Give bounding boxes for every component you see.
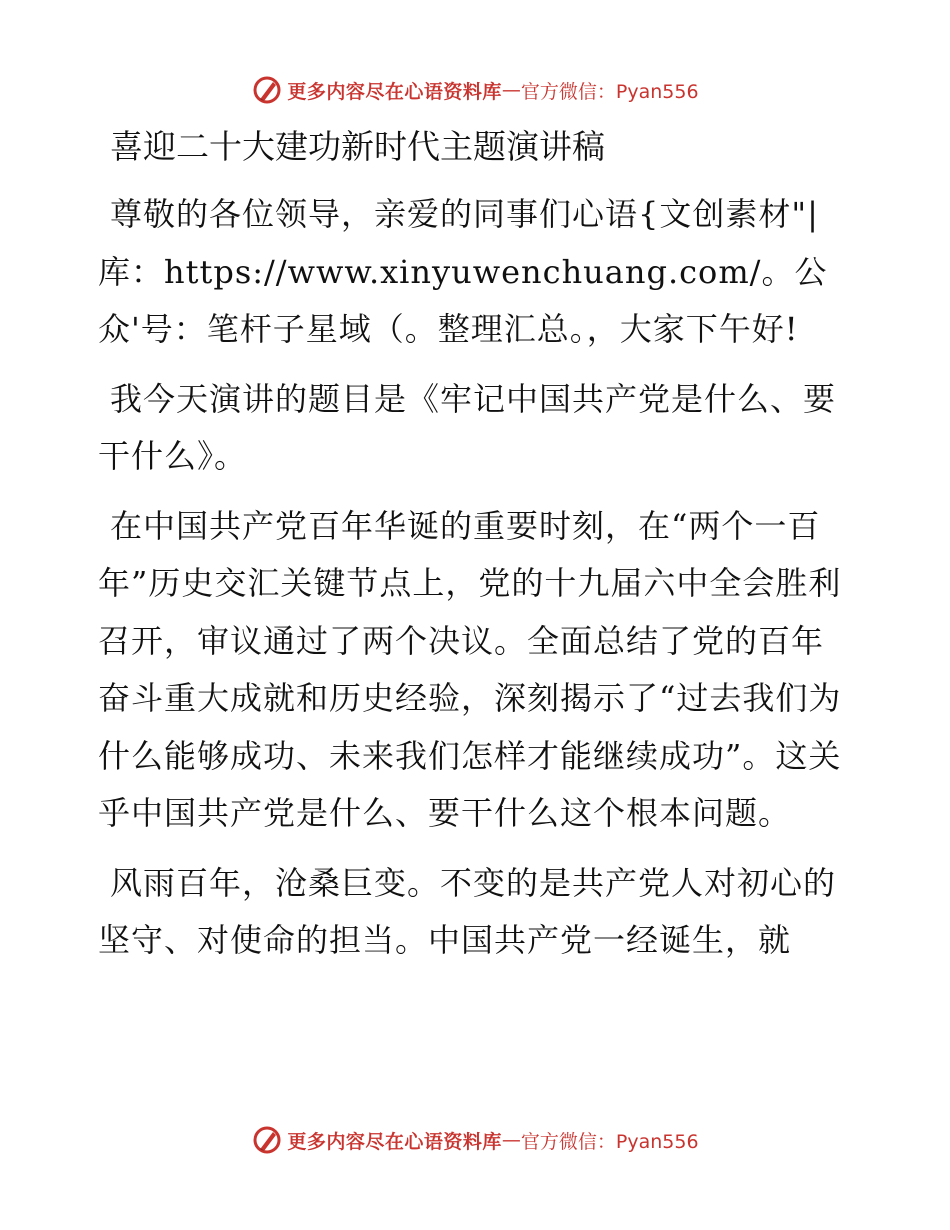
- paragraph-plenary: 在中国共产党百年华诞的重要时刻，在“两个一百年”历史交汇关键节点上，党的十九届六中全会胜利召开，审议通过了两个决议。全面总结了党的百年奋斗重大成就和历史经验，深刻揭示了“过去我们为什么能够成功、未来我们怎样才能继续成功”。这关乎中国共产党是什么、要干什么这个根本问题。: [98, 506, 842, 832]
- header-brand-text: 更多内容尽在心语资料库: [287, 80, 502, 103]
- document-title: 喜迎二十大建功新时代主题演讲稿: [110, 127, 605, 166]
- header-separator: —: [501, 79, 521, 101]
- pen-circle-logo-icon: [251, 1124, 283, 1156]
- document-body: [98, 118, 850, 982]
- footer-banner: [0, 1120, 950, 1160]
- paragraph-topic: 我今天演讲的题目是《牢记中国共产党是什么、要干什么》。: [98, 379, 837, 475]
- paragraph-century: 风雨百年，沧桑巨变。不变的是共产党人对初心的坚守、对使命的担当。中国共产党一经诞生，就: [98, 863, 837, 959]
- footer-brand-text: 更多内容尽在心语资料库: [287, 1130, 502, 1153]
- paragraph-greeting: 尊敬的各位领导，亲爱的同事们心语{文创素材"|库：https://www.xinyuwenchuang.com/。公众'号：笔杆子星域（。整理汇总。，大家下午好!: [98, 195, 828, 348]
- header-wechat-text: 官方微信：Pyan556: [520, 80, 699, 103]
- pen-circle-logo-icon: [251, 74, 283, 106]
- footer-separator: —: [501, 1129, 521, 1151]
- footer-wechat-text: 官方微信：Pyan556: [520, 1130, 699, 1153]
- header-banner: [0, 70, 950, 110]
